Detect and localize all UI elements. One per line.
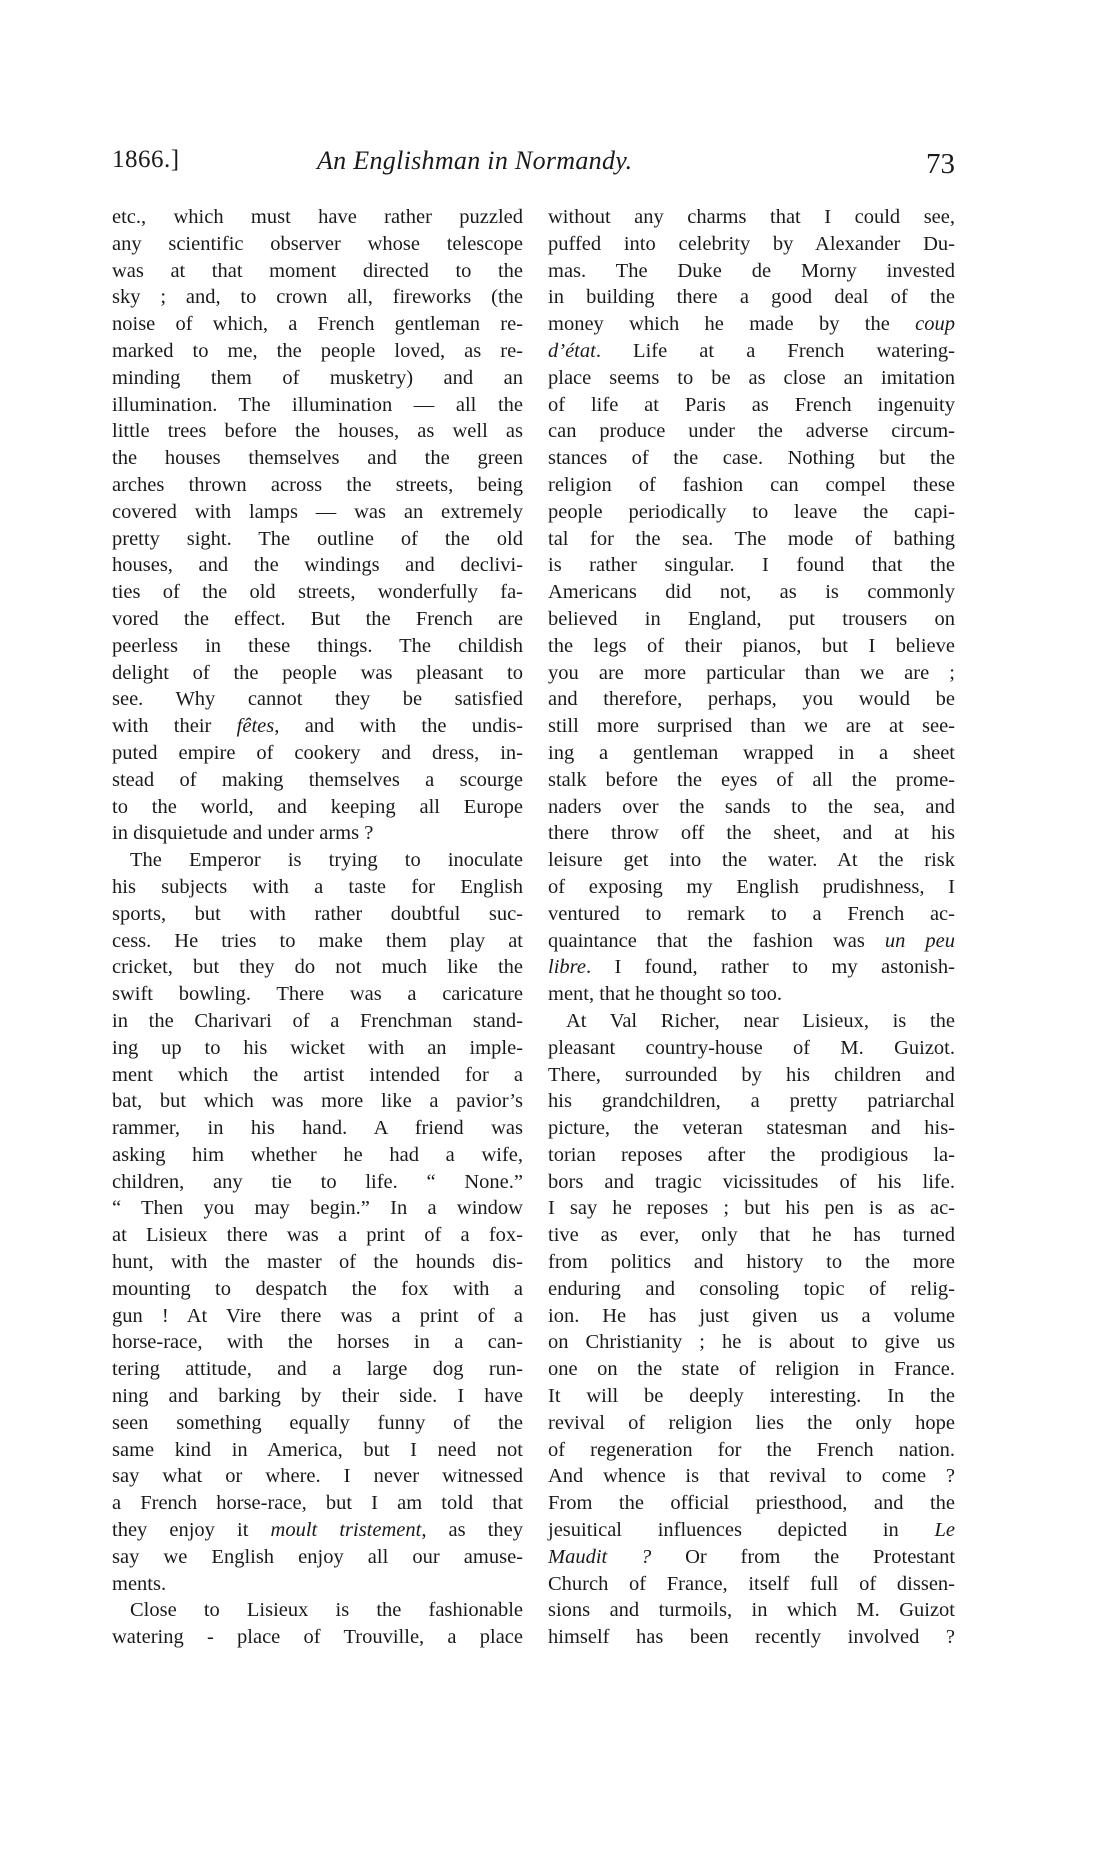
text-line: at Lisieux there was a print of a fox- — [112, 1224, 523, 1247]
text-line: Americans did not, as is commonly — [548, 581, 955, 604]
italic-text-run: Maudit ? — [548, 1545, 652, 1568]
text-line: say we English enjoy all our amuse- — [112, 1545, 523, 1568]
text-line: ments. — [112, 1572, 167, 1595]
text-line — [112, 1517, 523, 1544]
text-line: in building there a good deal of the — [548, 286, 955, 309]
text-line: Close to Lisieux is the fashionable — [130, 1599, 523, 1622]
text-line: stances of the case. Nothing but the — [548, 447, 955, 470]
text-line: ing up to his wicket with an imple- — [112, 1036, 523, 1059]
italic-text-run: fêtes — [236, 715, 275, 738]
text-run: they enjoy it — [112, 1519, 271, 1542]
running-head-title: An Englishman in Normandy. — [317, 146, 633, 175]
italic-text-run: d’état — [548, 339, 596, 362]
text-line: delight of the people was pleasant to — [112, 661, 523, 684]
text-line: revival of religion lies the only hope — [548, 1411, 955, 1434]
text-line — [548, 954, 955, 981]
text-line: still more surprised than we are at see- — [548, 715, 955, 738]
text-line: peerless in these things. The childish — [112, 634, 523, 657]
text-line — [548, 1544, 955, 1571]
text-line: seen something equally funny of the — [112, 1411, 523, 1434]
text-line: his subjects with a taste for English — [112, 875, 523, 898]
text-line: hunt, with the master of the hounds dis- — [112, 1251, 523, 1274]
text-line: noise of which, a French gentleman re- — [112, 313, 523, 336]
italic-text-run: coup — [915, 313, 955, 336]
text-line: horse-race, with the horses in a can- — [112, 1331, 523, 1354]
text-line: place seems to be as close an imitation — [548, 366, 955, 389]
text-line: illumination. The illumination — all the — [112, 393, 523, 416]
text-run: money which he made by the — [548, 313, 916, 336]
text-line: there throw off the sheet, and at his — [548, 822, 955, 845]
italic-text-run: un peu — [884, 929, 955, 952]
text-line: Church of France, itself full of dissen- — [548, 1572, 955, 1595]
text-line: believed in England, put trousers on — [548, 607, 955, 630]
text-line: minding them of musketry) and an — [112, 366, 523, 389]
text-line: sky ; and, to crown all, fireworks (the — [112, 286, 523, 309]
text-line: to the world, and keeping all Europe — [112, 795, 523, 818]
text-run: , and with the undis- — [274, 715, 524, 738]
text-line: of life at Paris as French ingenuity — [548, 393, 955, 416]
text-line: pleasant country-house of M. Guizot. — [548, 1036, 955, 1059]
text-line: ing a gentleman wrapped in a sheet — [548, 741, 955, 764]
text-line: naders over the sands to the sea, and — [548, 795, 955, 818]
text-run: , as they — [421, 1519, 524, 1542]
text-line: ning and barking by their side. I have — [112, 1385, 523, 1408]
text-line: puted empire of cookery and dress, in- — [112, 741, 523, 764]
text-line: etc., which must have rather puzzled — [112, 206, 523, 228]
text-line: asking him whether he had a wife, — [112, 1143, 523, 1166]
text-line: “ Then you may begin.” In a window — [112, 1197, 523, 1220]
text-line: is rather singular. I found that the — [548, 554, 955, 577]
text-line: rammer, in his hand. A friend was — [112, 1117, 523, 1140]
text-run: . Life at a French watering- — [595, 339, 955, 362]
text-line: vored the effect. But the French are — [112, 607, 523, 630]
text-line: and therefore, perhaps, you would be — [548, 688, 955, 711]
text-line: any scientific observer whose telescope — [112, 232, 523, 255]
text-line: mounting to despatch the fox with a — [112, 1277, 523, 1300]
text-line: a French horse-race, but I am told that — [112, 1492, 523, 1515]
text-line: see. Why cannot they be satisfied — [112, 688, 523, 711]
text-line: bat, but which was more like a pavior’s — [112, 1090, 523, 1113]
text-line: was at that moment directed to the — [112, 259, 523, 282]
text-line: gun ! At Vire there was a print of a — [112, 1304, 523, 1327]
italic-text-run: Le — [934, 1519, 955, 1542]
italic-text-run: moult tristement — [270, 1519, 422, 1542]
text-line: swift bowling. There was a caricature — [112, 983, 523, 1006]
text-run: jesuitical influences depicted in — [548, 1519, 935, 1542]
running-head — [112, 146, 955, 180]
text-line: himself has been recently involved ? — [548, 1626, 955, 1649]
text-line: in disquietude and under arms ? — [112, 822, 374, 845]
text-line: It will be deeply interesting. In the — [548, 1385, 955, 1408]
text-run: . I found, rather to my astonish- — [585, 956, 955, 979]
text-line: you are more particular than we are ; — [548, 661, 955, 684]
text-line: ion. He has just given us a volume — [548, 1304, 955, 1327]
text-line: same kind in America, but I need not — [112, 1438, 523, 1461]
page-number: 73 — [926, 148, 955, 180]
text-line: religion of fashion can compel these — [548, 473, 955, 496]
text-line: pretty sight. The outline of the old — [112, 527, 523, 550]
text-line: covered with lamps — was an extremely — [112, 500, 523, 523]
text-line — [112, 713, 523, 740]
text-line: At Val Richer, near Lisieux, is the — [566, 1009, 955, 1032]
text-line: the legs of their pianos, but I believe — [548, 634, 955, 657]
text-line: little trees before the houses, as well as — [112, 420, 523, 443]
text-line: ment, that he thought so too. — [548, 983, 783, 1006]
text-line: And whence is that revival to come ? — [548, 1465, 955, 1488]
text-line: From the official priesthood, and the — [548, 1492, 955, 1515]
text-line: sports, but with rather doubtful suc- — [112, 902, 523, 925]
text-line: tal for the sea. The mode of bathing — [548, 527, 955, 550]
text-line: children, any tie to life. “ None.” — [112, 1170, 523, 1193]
text-line: the houses themselves and the green — [112, 447, 523, 470]
text-run: Or from the Protestant — [651, 1545, 956, 1568]
text-run: with their — [112, 715, 237, 738]
text-line: of regeneration for the French nation. — [548, 1438, 955, 1461]
text-line — [548, 338, 955, 365]
text-line — [548, 1517, 955, 1544]
text-line: stead of making themselves a scourge — [112, 768, 523, 791]
text-column-right — [548, 204, 955, 1651]
text-line: The Emperor is trying to inoculate — [130, 849, 523, 872]
italic-text-run: libre — [548, 956, 586, 979]
text-line: watering - place of Trouville, a place — [112, 1626, 523, 1649]
text-line: ventured to remark to a French ac- — [548, 902, 955, 925]
text-line — [548, 311, 955, 338]
text-line: from politics and history to the more — [548, 1251, 955, 1274]
text-line: mas. The Duke de Morny invested — [548, 259, 955, 282]
text-line: on Christianity ; he is about to give us — [548, 1331, 955, 1354]
text-line: stalk before the eyes of all the prome- — [548, 768, 955, 791]
text-column-left — [112, 204, 523, 1651]
text-line: sions and turmoils, in which M. Guizot — [548, 1599, 955, 1622]
text-line: picture, the veteran statesman and his- — [548, 1117, 955, 1140]
text-run: quaintance that the fashion was — [548, 929, 885, 952]
text-line: There, surrounded by his children and — [548, 1063, 955, 1086]
text-line: his grandchildren, a pretty patriarchal — [548, 1090, 955, 1113]
text-line: can produce under the adverse circum- — [548, 420, 955, 443]
text-line: arches thrown across the streets, being — [112, 473, 523, 496]
text-line: say what or where. I never witnessed — [112, 1465, 523, 1488]
text-line: ties of the old streets, wonderfully fa- — [112, 581, 523, 604]
text-line: ment which the artist intended for a — [112, 1063, 523, 1086]
text-line: bors and tragic vicissitudes of his life. — [548, 1170, 955, 1193]
text-line: I say he reposes ; but his pen is as ac- — [548, 1197, 955, 1220]
text-line: tive as ever, only that he has turned — [548, 1224, 955, 1247]
text-line: one on the state of religion in France. — [548, 1358, 955, 1381]
text-line: torian reposes after the prodigious la- — [548, 1143, 955, 1166]
text-line: in the Charivari of a Frenchman stand- — [112, 1009, 523, 1032]
text-line: of exposing my English prudishness, I — [548, 875, 955, 898]
text-line: houses, and the windings and declivi- — [112, 554, 523, 577]
text-line: without any charms that I could see, — [548, 206, 955, 228]
text-line: enduring and consoling topic of relig- — [548, 1277, 955, 1300]
text-line: people periodically to leave the capi- — [548, 500, 955, 523]
text-line: tering attitude, and a large dog run- — [112, 1358, 523, 1381]
text-line — [548, 928, 955, 955]
running-head-date: 1866.] — [112, 146, 180, 173]
text-line: cess. He tries to make them play at — [112, 929, 523, 952]
text-line: puffed into celebrity by Alexander Du- — [548, 232, 955, 255]
text-line: cricket, but they do not much like the — [112, 956, 523, 979]
text-line: leisure get into the water. At the risk — [548, 849, 955, 872]
text-line: marked to me, the people loved, as re- — [112, 339, 523, 362]
